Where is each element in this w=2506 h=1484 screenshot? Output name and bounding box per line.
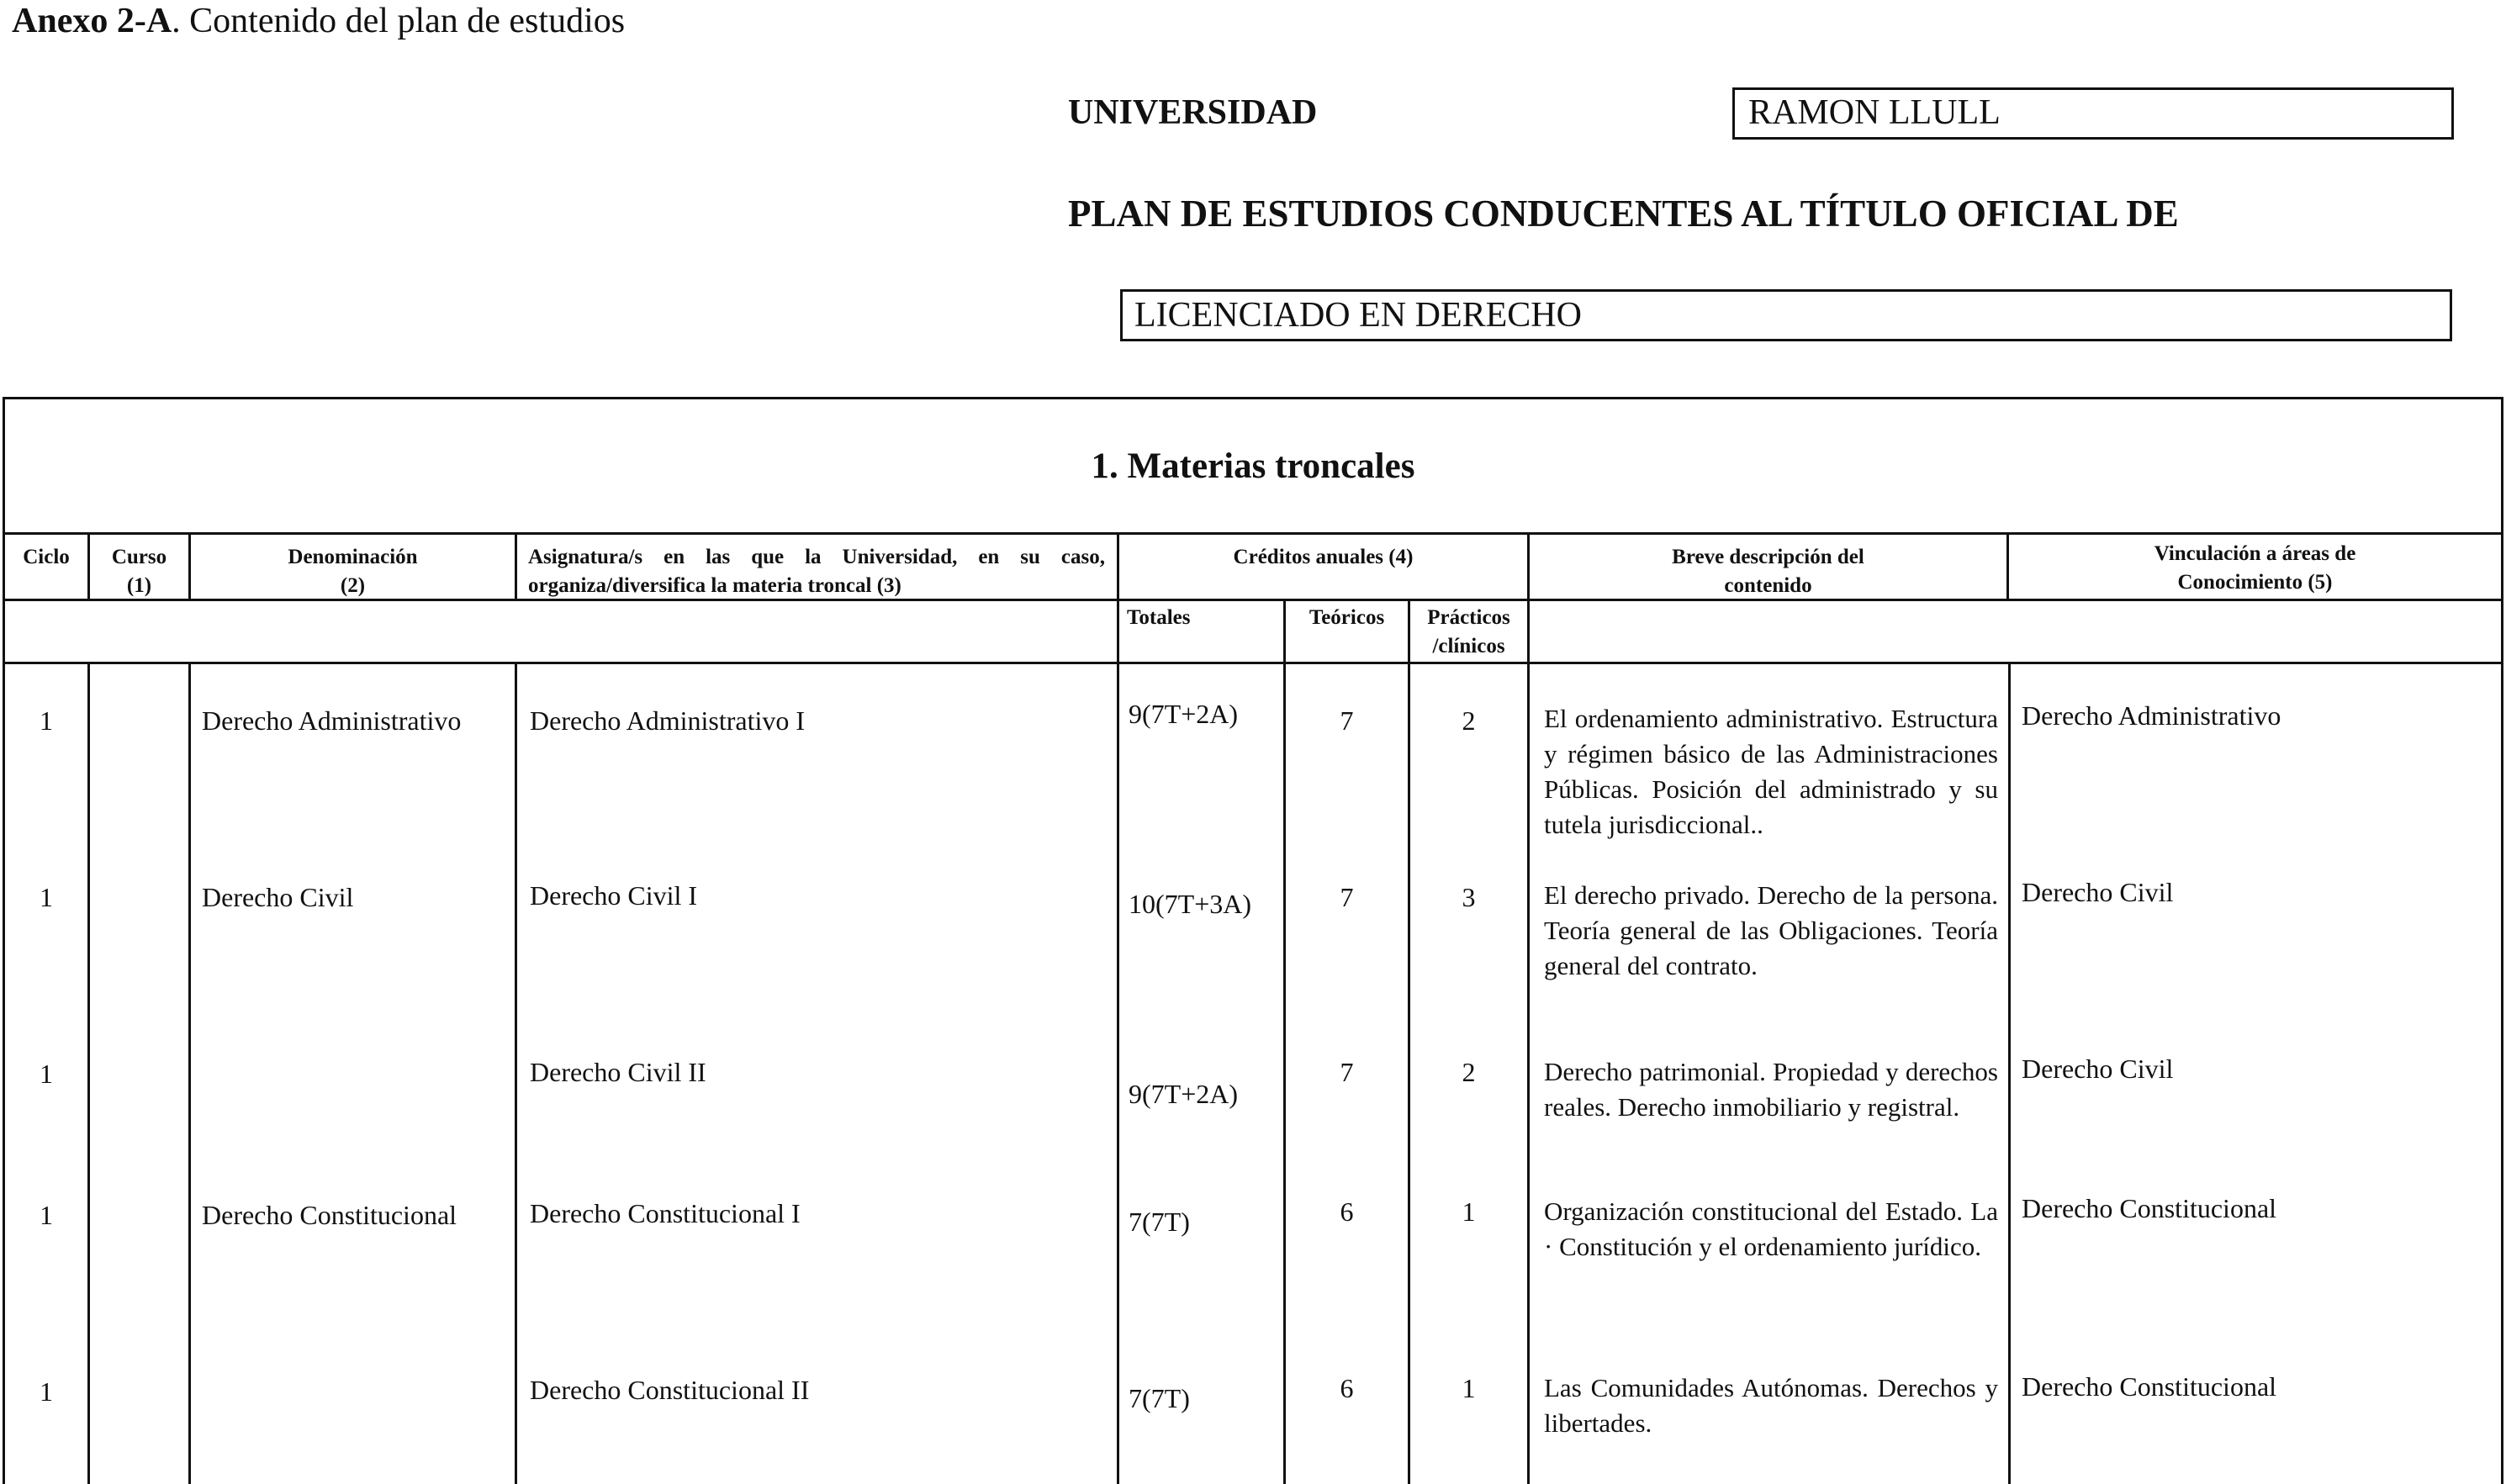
section-title: 1. Materias troncales [1091, 446, 1415, 486]
header-descripcion [1530, 543, 2006, 600]
cell-descripcion: Las Comunidades Autónomas. Derechos y libertades. [1544, 1373, 1998, 1438]
col-divider [515, 532, 517, 600]
cell-denominacion: Derecho Constitucional [202, 1200, 457, 1230]
col-divider [2008, 662, 2011, 1484]
annex-title [12, 0, 625, 42]
cell-ciclo: 1 [40, 1059, 53, 1089]
cell-teoricos: 7 [1340, 882, 1354, 912]
cell-asignatura: Derecho Constitucional II [530, 1375, 810, 1405]
header-asignatura-line2: organiza/diversifica la materia troncal (3) [528, 574, 901, 597]
cell-practicos: 3 [1462, 882, 1476, 912]
cell-descripcion: Derecho patrimonial. Propiedad y derechos reales. Derecho inmobiliario y registral. [1544, 1057, 1998, 1122]
header-denominacion [191, 543, 515, 600]
cell-ciclo: 1 [40, 1376, 53, 1407]
header-denominacion-line2: (2) [340, 574, 366, 597]
university-label: UNIVERSIDAD [1068, 93, 1318, 132]
cell-practicos: 1 [1462, 1196, 1476, 1227]
cell-totales: 10(7T+3A) [1129, 889, 1252, 919]
header-curso [90, 543, 188, 600]
header-practicos-line2: /clínicos [1432, 635, 1505, 658]
cell-vinculacion: Derecho Constitucional [2022, 1193, 2277, 1223]
col-divider [515, 662, 517, 1484]
cell-vinculacion: Derecho Administrativo [2022, 700, 2281, 731]
table-header-top-rule [3, 532, 2503, 535]
cell-totales: 7(7T) [1129, 1383, 1190, 1413]
cell-descripcion: El ordenamiento administrativo. Estructura y régimen básico de las Administraciones Públicas. Posición del administrado y su tutela jurisdiccional.. [1544, 704, 1998, 839]
header-practicos [1410, 604, 1527, 661]
header-ciclo: Ciclo [23, 546, 70, 568]
cell-vinculacion: Derecho Civil [2022, 1054, 2174, 1084]
header-totales: Totales [1127, 606, 1191, 629]
header-denominacion-line1: Denominación [288, 546, 418, 568]
header-creditos: Créditos anuales (4) [1233, 546, 1414, 568]
col-divider [87, 662, 90, 1484]
cell-descripcion: El derecho privado. Derecho de la persona. Teoría general de las Obligaciones. Teoría general del contrato. [1544, 880, 1998, 980]
cell-vinculacion: Derecho Constitucional [2022, 1371, 2277, 1402]
cell-teoricos: 6 [1340, 1196, 1354, 1227]
header-teoricos: Teóricos [1309, 606, 1385, 629]
cell-totales: 9(7T+2A) [1129, 1079, 1239, 1109]
annex-label: Anexo 2-A [12, 2, 172, 40]
cell-asignatura: Derecho Constitucional I [530, 1198, 801, 1228]
degree-field: LICENCIADO EN DERECHO [1120, 289, 2452, 341]
header-curso-line2: (1) [126, 574, 152, 597]
cell-teoricos: 6 [1340, 1373, 1354, 1403]
cell-asignatura: Derecho Administrativo I [530, 705, 806, 736]
cell-practicos: 1 [1462, 1373, 1476, 1403]
header-curso-line1: Curso [111, 546, 167, 568]
header-descripcion-line2: contenido [1724, 574, 1812, 597]
cell-descripcion: Organización constitucional del Estado. La · Constitución y el ordenamiento jurídico. [1544, 1196, 1998, 1261]
header-vinculacion [2009, 540, 2501, 597]
header-vinculacion-line2: Conocimiento (5) [2177, 571, 2333, 594]
header-vinculacion-line1: Vinculación a áreas de [2154, 542, 2356, 565]
header-asignatura [528, 543, 1105, 600]
annex-subtitle: . Contenido del plan de estudios [172, 2, 626, 40]
plan-title: PLAN DE ESTUDIOS CONDUCENTES AL TÍTULO OFICIAL DE [1068, 193, 2179, 235]
col-divider [1117, 532, 1119, 1484]
table-body-top-rule [3, 662, 2503, 664]
cell-denominacion: Derecho Administrativo [202, 705, 462, 736]
cell-ciclo: 1 [40, 705, 53, 736]
cell-asignatura: Derecho Civil I [530, 880, 698, 911]
cell-denominacion: Derecho Civil [202, 882, 354, 912]
cell-teoricos: 7 [1340, 705, 1354, 736]
cell-asignatura: Derecho Civil II [530, 1057, 706, 1087]
header-practicos-line1: Prácticos [1427, 606, 1510, 629]
cell-ciclo: 1 [40, 882, 53, 912]
cell-totales: 9(7T+2A) [1129, 699, 1239, 729]
university-name-field: RAMON LLULL [1732, 87, 2454, 140]
cell-ciclo: 1 [40, 1200, 53, 1230]
col-divider [1527, 532, 1530, 1484]
cell-teoricos: 7 [1340, 1057, 1354, 1087]
cell-vinculacion: Derecho Civil [2022, 877, 2174, 907]
col-divider [188, 662, 191, 1484]
header-asignatura-line1: Asignatura/s en las que la Universidad, en su caso, [528, 546, 1105, 568]
cell-practicos: 2 [1462, 1057, 1476, 1087]
header-descripcion-line1: Breve descripción del [1672, 546, 1864, 568]
cell-practicos: 2 [1462, 705, 1476, 736]
cell-totales: 7(7T) [1129, 1207, 1190, 1237]
